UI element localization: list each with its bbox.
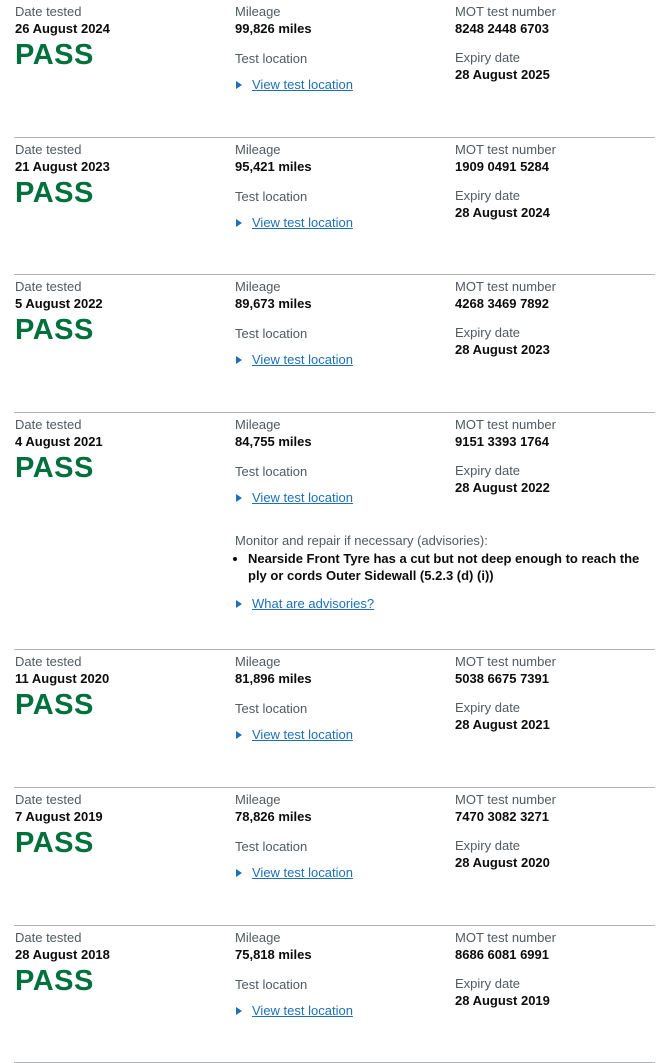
date-tested-value: 5 August 2022 (15, 296, 103, 312)
date-tested-label: Date tested (15, 929, 82, 945)
date-column (15, 142, 225, 210)
mileage-column (235, 654, 450, 743)
mileage-column (235, 417, 450, 506)
test-number-label: MOT test number (455, 654, 556, 670)
mot-test-record (0, 138, 662, 276)
view-test-location-link[interactable]: View test location (252, 489, 353, 505)
test-number-label: MOT test number (455, 4, 556, 19)
test-number-value: 7470 3082 3271 (455, 808, 549, 824)
test-number-column (455, 654, 655, 733)
mileage-value: 89,673 miles (235, 296, 312, 312)
view-test-location-link[interactable]: View test location (252, 864, 353, 880)
view-test-location[interactable] (235, 1003, 450, 1019)
disclosure-triangle-icon (236, 600, 242, 608)
date-column (15, 792, 225, 860)
expiry-date-value: 28 August 2019 (455, 992, 550, 1008)
date-column (15, 417, 225, 485)
test-result-badge: PASS (15, 314, 94, 347)
disclosure-triangle-icon (236, 869, 242, 877)
test-result-badge: PASS (15, 826, 94, 859)
test-number-label: MOT test number (455, 929, 556, 945)
test-result-badge: PASS (15, 964, 94, 997)
mileage-label: Mileage (235, 279, 281, 295)
date-tested-label: Date tested (15, 141, 82, 157)
expiry-date-label: Expiry date (455, 187, 521, 203)
test-result-badge: PASS (15, 689, 94, 722)
disclosure-triangle-icon (236, 219, 242, 227)
test-number-column (455, 792, 655, 871)
date-column (15, 654, 225, 722)
view-test-location[interactable] (235, 865, 450, 881)
disclosure-triangle-icon (236, 494, 242, 502)
view-test-location-link[interactable]: View test location (252, 352, 353, 368)
mileage-column (235, 792, 450, 881)
mileage-column (235, 279, 450, 368)
test-number-value: 1909 0491 5284 (455, 158, 549, 174)
date-tested-label: Date tested (15, 279, 82, 295)
expiry-date-label: Expiry date (455, 50, 521, 65)
expiry-date-value: 28 August 2020 (455, 854, 550, 870)
test-number-column (455, 142, 655, 221)
test-location-label: Test location (235, 838, 308, 854)
date-column (15, 4, 225, 72)
disclosure-triangle-icon (236, 731, 242, 739)
view-test-location-link[interactable]: View test location (252, 1002, 353, 1018)
test-number-value: 8686 6081 6991 (455, 946, 549, 962)
advisory-item: • Nearside Front Tyre has a cut but not deep enough to reach the ply or cords Outer Sidewall (5.2.3 (d) (i)) (248, 550, 645, 584)
expiry-date-value: 28 August 2024 (455, 204, 550, 220)
disclosure-triangle-icon (236, 356, 242, 364)
mot-test-record (0, 788, 662, 926)
test-number-value: 4268 3469 7892 (455, 296, 549, 312)
test-number-column (455, 417, 655, 496)
date-column (15, 279, 225, 347)
date-tested-value: 26 August 2024 (15, 21, 110, 36)
test-number-column (455, 4, 655, 83)
expiry-date-value: 28 August 2022 (455, 479, 550, 495)
advisories-intro: Monitor and repair if necessary (advisories): (235, 532, 488, 548)
test-location-label: Test location (235, 326, 308, 342)
date-tested-label: Date tested (15, 4, 82, 19)
mileage-value: 99,826 miles (235, 21, 312, 36)
date-tested-value: 4 August 2021 (15, 433, 103, 449)
mileage-value: 84,755 miles (235, 433, 312, 449)
test-location-label: Test location (235, 188, 308, 204)
advisories-list (235, 550, 645, 584)
expiry-date-value: 28 August 2021 (455, 717, 550, 733)
mileage-value: 95,421 miles (235, 158, 312, 174)
test-location-label: Test location (235, 51, 308, 66)
mot-test-record (0, 0, 662, 138)
mileage-label: Mileage (235, 791, 281, 807)
mileage-label: Mileage (235, 929, 281, 945)
view-test-location[interactable] (235, 727, 450, 743)
expiry-date-label: Expiry date (455, 975, 521, 991)
mileage-label: Mileage (235, 141, 281, 157)
disclosure-triangle-icon (236, 1007, 242, 1015)
test-number-label: MOT test number (455, 416, 556, 432)
view-test-location-link[interactable]: View test location (252, 77, 353, 92)
test-number-label: MOT test number (455, 141, 556, 157)
view-test-location[interactable] (235, 215, 450, 231)
test-number-column (455, 279, 655, 358)
mileage-label: Mileage (235, 416, 281, 432)
expiry-date-value: 28 August 2023 (455, 342, 550, 358)
date-tested-value: 11 August 2020 (15, 671, 110, 687)
expiry-date-label: Expiry date (455, 325, 521, 341)
mot-test-record (0, 650, 662, 788)
date-tested-value: 28 August 2018 (15, 946, 110, 962)
mot-test-record (0, 413, 662, 651)
mileage-value: 78,826 miles (235, 808, 312, 824)
expiry-date-label: Expiry date (455, 837, 521, 853)
date-tested-value: 21 August 2023 (15, 158, 110, 174)
expiry-date-label: Expiry date (455, 700, 521, 716)
mot-test-record (0, 926, 662, 1063)
view-test-location[interactable] (235, 77, 450, 93)
view-test-location-link[interactable]: View test location (252, 727, 353, 743)
test-result-badge: PASS (15, 176, 94, 209)
test-number-label: MOT test number (455, 279, 556, 295)
advisories-section (235, 533, 645, 612)
test-number-value: 9151 3393 1764 (455, 433, 549, 449)
date-column (15, 930, 225, 998)
test-location-label: Test location (235, 463, 308, 479)
mileage-column (235, 930, 450, 1019)
date-tested-label: Date tested (15, 416, 82, 432)
test-number-value: 8248 2448 6703 (455, 21, 549, 36)
view-test-location-link[interactable]: View test location (252, 214, 353, 230)
what-are-advisories-link[interactable]: What are advisories? (252, 595, 375, 611)
mot-test-record (0, 275, 662, 413)
mileage-value: 81,896 miles (235, 671, 312, 687)
test-number-label: MOT test number (455, 791, 556, 807)
test-result-badge: PASS (15, 451, 94, 484)
mileage-value: 75,818 miles (235, 946, 312, 962)
mileage-label: Mileage (235, 654, 281, 670)
view-test-location[interactable] (235, 490, 450, 506)
what-are-advisories[interactable] (235, 596, 645, 612)
disclosure-triangle-icon (236, 81, 242, 89)
expiry-date-value: 28 August 2025 (455, 67, 550, 82)
mileage-label: Mileage (235, 4, 281, 19)
test-number-value: 5038 6675 7391 (455, 671, 549, 687)
date-tested-value: 7 August 2019 (15, 808, 103, 824)
test-number-column (455, 930, 655, 1009)
mileage-column (235, 4, 450, 93)
test-location-label: Test location (235, 701, 308, 717)
test-location-label: Test location (235, 976, 308, 992)
date-tested-label: Date tested (15, 654, 82, 670)
mileage-column (235, 142, 450, 231)
date-tested-label: Date tested (15, 791, 82, 807)
view-test-location[interactable] (235, 352, 450, 368)
expiry-date-label: Expiry date (455, 462, 521, 478)
test-result-badge: PASS (15, 39, 94, 71)
